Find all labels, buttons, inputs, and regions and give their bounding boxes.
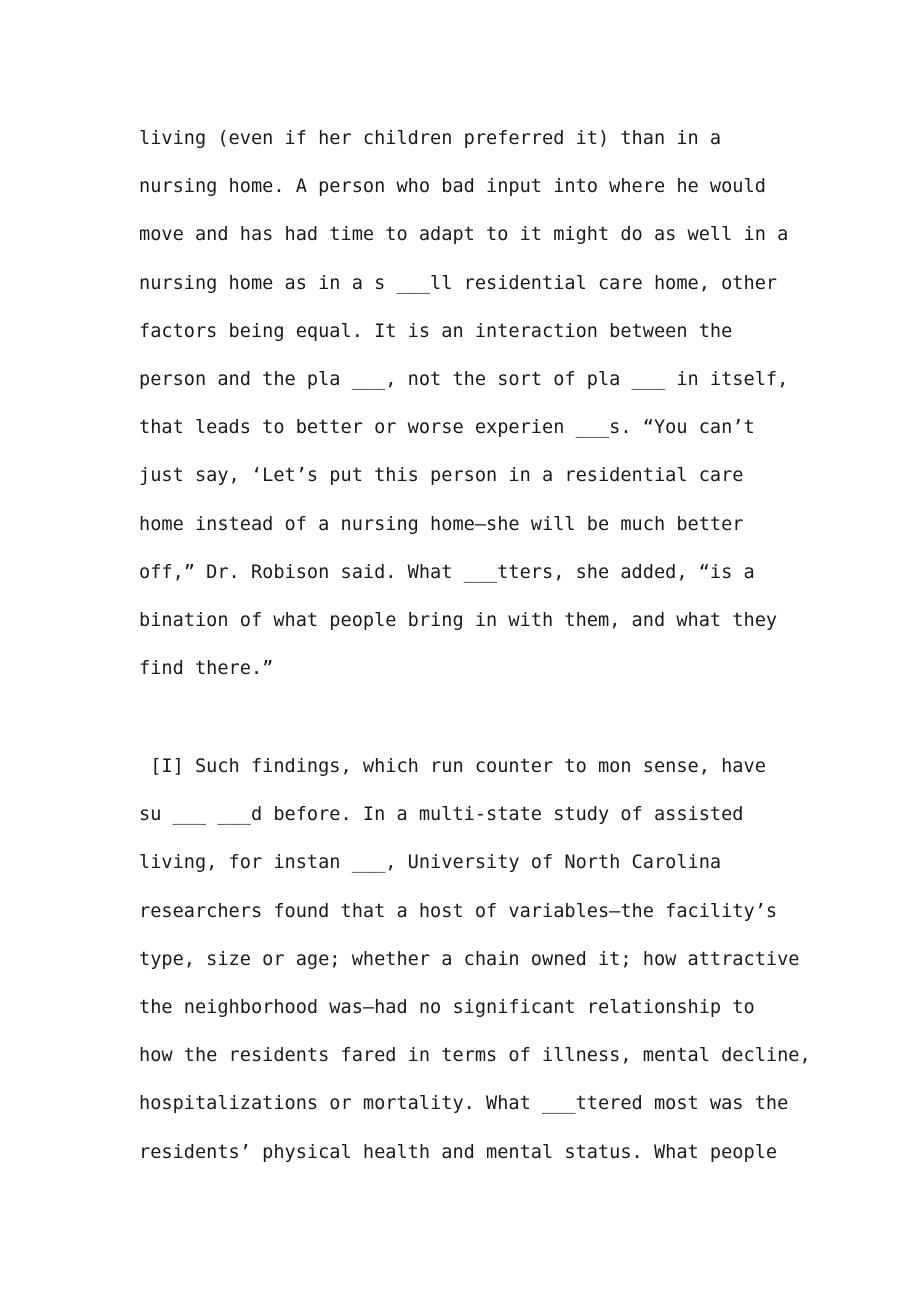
- text-line: researchers found that a host of variables—the facility’s: [139, 900, 778, 922]
- text-line: nursing home. A person who bad input into where he would: [139, 176, 766, 198]
- text-line: off,” Dr. Robison said. What ___tters, she added, “is a: [139, 561, 755, 583]
- text-line: the neighborhood was—had no significant relationship to: [139, 996, 755, 1018]
- text-line: nursing home as in a s ___ll residential care home, other: [139, 272, 778, 294]
- text-line: that leads to better or worse experien ___s. “You can’t: [139, 417, 755, 439]
- text-line: find there.”: [139, 658, 274, 680]
- paragraph-2: [139, 750, 811, 1184]
- text-line: su ___ ___d before. In a multi-state study of assisted: [139, 804, 744, 826]
- text-line: [I] Such findings, which run counter to mon sense, have: [139, 756, 766, 777]
- text-line: home instead of a nursing home—she will be much better: [139, 513, 744, 535]
- text-line: person and the pla ___, not the sort of pla ___ in itself,: [139, 368, 789, 390]
- text-line: living (even if her children preferred it) than in a: [139, 128, 722, 149]
- text-line: residents’ physical health and mental status. What people: [139, 1141, 778, 1163]
- text-line: type, size or age; whether a chain owned it; how attractive: [139, 948, 800, 970]
- text-line: factors being equal. It is an interaction between the: [139, 320, 733, 342]
- text-line: move and has had time to adapt to it might do as well in a: [139, 224, 789, 246]
- text-line: living, for instan ___, University of North Carolina: [139, 852, 722, 874]
- text-line: bination of what people bring in with them, and what they: [139, 609, 778, 631]
- text-line: hospitalizations or mortality. What ___ttered most was the: [139, 1093, 789, 1115]
- text-line: how the residents fared in terms of illness, mental decline,: [139, 1045, 811, 1067]
- paragraph-1: [139, 122, 788, 700]
- text-line: just say, ‘Let’s put this person in a residential care: [139, 465, 744, 487]
